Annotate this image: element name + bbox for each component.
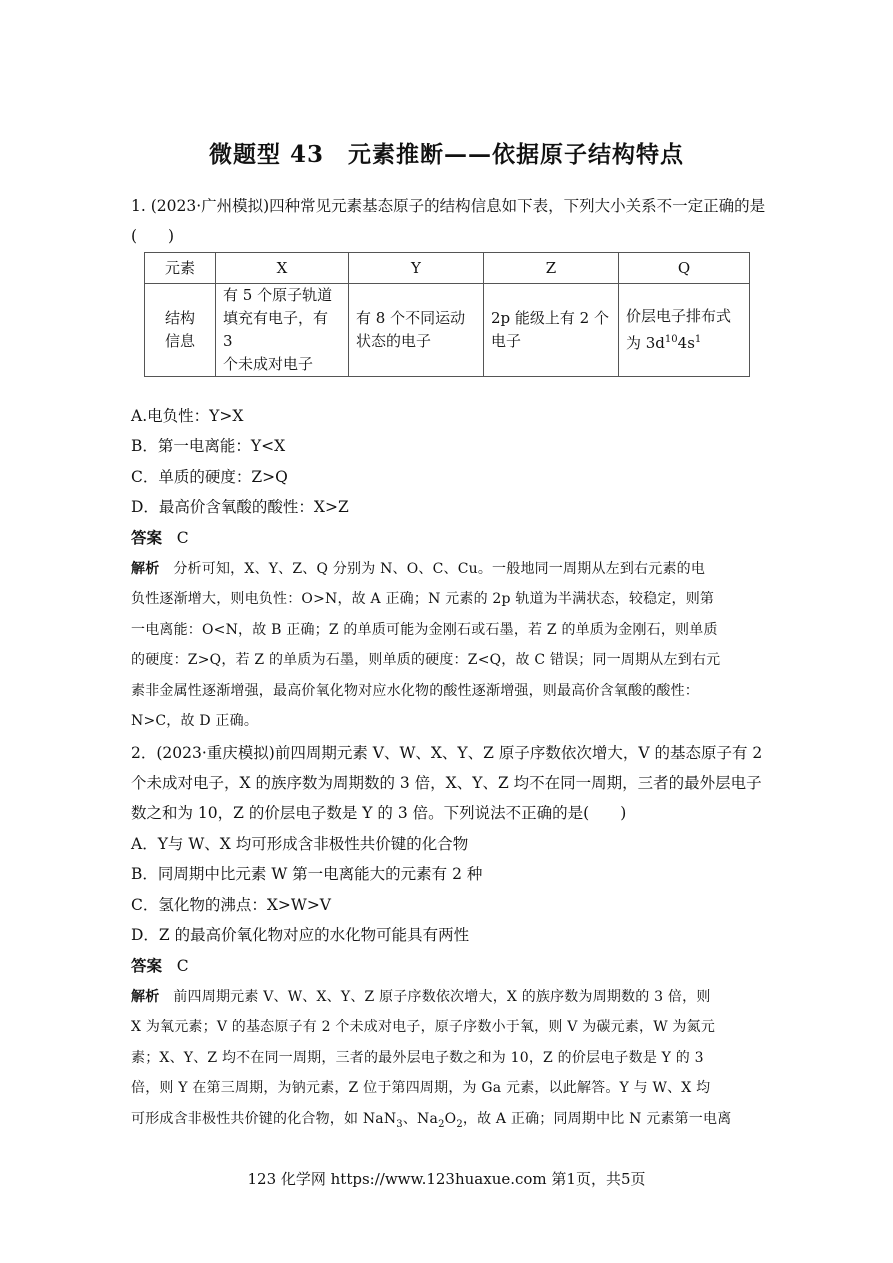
table-header-cell: Y [349,253,484,284]
q1-option-d: D．最高价含氧酸的酸性：X>Z [131,498,349,516]
page-footer: 123 化学网 https://www.123huaxue.com 第1页，共5页 [247,1170,646,1188]
table-cell-y [349,284,484,377]
table-row-label [145,284,216,377]
answer-label: 答案 [131,956,163,975]
cell-line: 2p 能级上有 2 个 [491,309,609,327]
q2-option-d: D．Z 的最高价氧化物对应的水化物可能具有两性 [131,926,470,944]
answer-value: C [176,529,189,547]
q2-option-a: A．Y与 W、X 均可形成含非极性共价键的化合物 [131,835,469,853]
cell-line: 电子 [491,332,522,350]
table-header-cell: Q [619,253,750,284]
q2-analysis-line-5: 可形成含非极性共价键的化合物，如 NaN$_3$、$Na_2O_2$，故 A 正确；同周期中比 N 元素第一电离 [131,1111,732,1130]
table-header-cell: X [216,253,349,284]
q2-option-c: C．氢化物的沸点：X>W>V [131,896,331,914]
table-cell-z [484,284,619,377]
q2-answer [131,956,766,976]
analysis-label: 解析 [131,989,160,1005]
cell-line: 有 8 个不同运动 [356,309,466,327]
cell-line: 为 $3d^{10}4s^1$ [626,334,702,352]
q1-stem-line-2: ( ) [131,227,175,245]
q1-option-b: B．第一电离能：Y<X [131,437,286,455]
q2-stem-line-2: 个未成对电子，X 的族序数为周期数的 3 倍，X、Y、Z 均不在同一周期，三者的最外层电子 [131,774,762,792]
q1-option-c: C．单质的硬度：Z>Q [131,468,288,486]
q1-answer [131,528,766,548]
cell-line: 填充有电子，有 3 [223,309,329,350]
table-cell-q [619,284,750,377]
q2-analysis-line-1: 解析 前四周期元素 V、W、X、Y、Z 原子序数依次增大，X 的族序数为周期数的 3 倍，则 [131,989,711,1005]
q1-analysis-line-5: 素非金属性逐渐增强，最高价氧化物对应水化物的酸性逐渐增强，则最高价含氧酸的酸性： [131,683,699,699]
q2-stem-line-3: 数之和为 10，Z 的价层电子数是 Y 的 3 倍。下列说法不正确的是( ) [131,804,627,822]
answer-label: 答案 [131,528,163,547]
page-title: 微题型 43 元素推断——依据原子结构特点 [208,141,684,168]
analysis-label: 解析 [131,561,160,577]
q1-analysis-line-3: 一电离能：O<N，故 B 正确；Z 的单质可能为金刚石或石墨，若 Z 的单质为金刚石，则单质 [131,622,718,638]
row-label-line: 信息 [164,332,195,350]
q2-analysis-line-4: 倍，则 Y 在第三周期，为钠元素，Z 位于第四周期，为 Ga 元素，以此解答。Y 与 W、X 均 [131,1080,711,1096]
cell-line: 价层电子排布式 [626,307,732,325]
q1-analysis-line-1: 解析 分析可知，X、Y、Z、Q 分别为 N、O、C、Cu。一般地同一周期从左到右元素的电 [131,561,706,577]
q1-option-a: A.电负性：Y>X [131,407,244,425]
structure-info-table [144,252,750,377]
table-header-cell: Z [484,253,619,284]
table-header-cell: 元素 [145,253,216,284]
q2-analysis-line-3: 素；X、Y、Z 均不在同一周期，三者的最外层电子数之和为 10，Z 的价层电子数是 Y 的 3 [131,1050,704,1066]
table-row [145,284,750,377]
q1-analysis-line-4: 的硬度：Z>Q，若 Z 的单质为石墨，则单质的硬度：Z<Q，故 C 错误；同一周期从左到右元 [131,652,721,668]
q1-analysis-line-2: 负性逐渐增大，则电负性：O>N，故 A 正确；N 元素的 2p 轨道为半满状态，较稳定，则第 [131,591,715,607]
q1-stem-line-1: 1. (2023·广州模拟)四种常见元素基态原子的结构信息如下表，下列大小关系不一定正确的是 [131,197,766,215]
q1-analysis-line-6: N>C，故 D 正确。 [131,713,259,729]
answer-value: C [176,957,189,975]
q2-option-b: B．同周期中比元素 W 第一电离能大的元素有 2 种 [131,865,483,883]
q2-stem-line-1: 2．(2023·重庆模拟)前四周期元素 V、W、X、Y、Z 原子序数依次增大，V 的基态原子有 2 [131,744,763,762]
cell-line: 个未成对电子 [223,355,314,373]
row-label-line: 结构 [164,309,195,327]
table-cell-x [216,284,349,377]
cell-line: 状态的电子 [356,332,432,350]
cell-line: 有 5 个原子轨道 [223,286,333,304]
q2-analysis-line-2: X 为氧元素；V 的基态原子有 2 个未成对电子，原子序数小于氧，则 V 为碳元素，W 为氮元 [131,1019,716,1035]
table-header-row [145,253,750,284]
